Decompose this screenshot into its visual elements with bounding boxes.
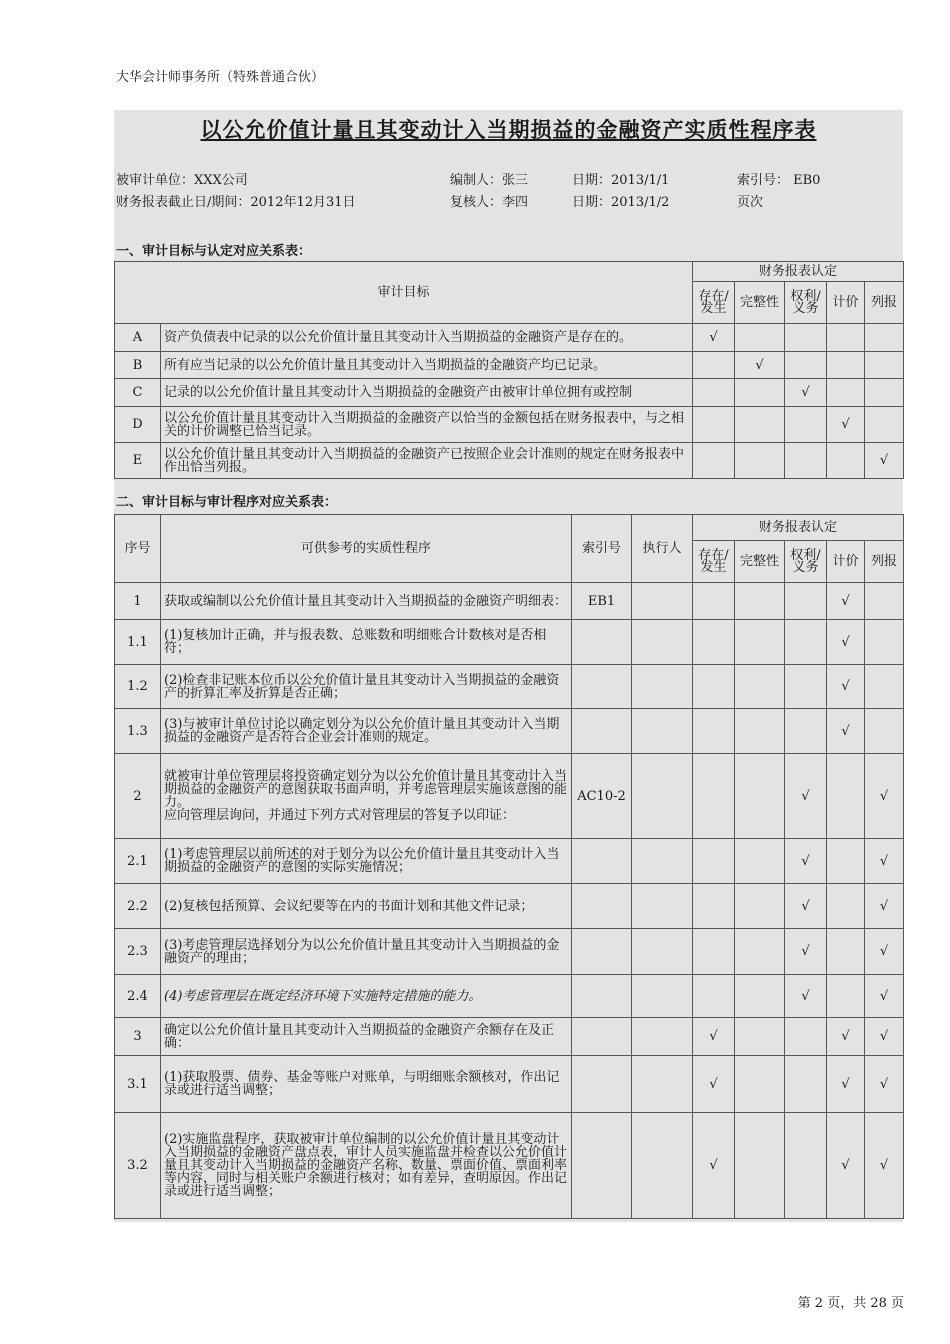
- assertion-mark: √: [827, 583, 865, 620]
- assertion-mark: [827, 975, 865, 1018]
- procedure-text: (3)考虑管理层选择划分为以公允价值计量且其变动计入当期损益的金融资产的理由；: [161, 929, 572, 975]
- page-label: 页次: [737, 195, 764, 210]
- assertion-mark: [735, 324, 785, 352]
- assertion-mark: [827, 929, 865, 975]
- assertion-mark: [735, 379, 785, 407]
- procedure-executor: [632, 1018, 693, 1056]
- assertion-mark: [693, 929, 735, 975]
- assertion-mark: [785, 352, 827, 379]
- assertion-mark: [735, 929, 785, 975]
- procedure-row: [115, 665, 904, 709]
- procedure-no: 2.2: [115, 884, 161, 929]
- assertion-mark: [693, 379, 735, 407]
- procedure-index: [572, 1113, 632, 1219]
- prepare-date: 日期：2013/1/1: [572, 173, 670, 188]
- procedure-no: 2.3: [115, 929, 161, 975]
- assertion-mark: [827, 754, 865, 839]
- procedure-index: [572, 884, 632, 929]
- procedure-executor: [632, 884, 693, 929]
- procedure-text: (2)实施监盘程序，获取被审计单位编制的以公允价值计量且其变动计入当期损益的金融资产盘点表，审计人员实施监盘并检查以公允价值计量且其变动计入当期损益的金融资产名称、数量、票面价值、票面利率等内容，同时与相关账户余额进行核对；如有差异，查明原因。作出记录或进行适当调整；: [161, 1113, 572, 1219]
- assertion-mark: [693, 665, 735, 709]
- assertion-mark: [693, 620, 735, 665]
- procedure-no: 1: [115, 583, 161, 620]
- assertion-mark: √: [785, 379, 827, 407]
- assertion-mark: [693, 839, 735, 884]
- assertion-mark: [865, 324, 904, 352]
- procedure-executor: [632, 583, 693, 620]
- procedure-executor: [632, 620, 693, 665]
- goal-text: 以公允价值计量且其变动计入当期损益的金融资产已按照企业会计准则的规定在财务报表中作出恰当列报。: [161, 443, 693, 479]
- assertion-mark: √: [693, 1113, 735, 1219]
- assertion-mark: [827, 884, 865, 929]
- goal-row: [115, 407, 904, 443]
- procedure-row: [115, 709, 904, 754]
- assertion-mark: √: [827, 665, 865, 709]
- report-period: 财务报表截止日/期间：2012年12月31日: [116, 195, 356, 210]
- goal-id: E: [115, 443, 161, 479]
- procedure-index: AC10-2: [572, 754, 632, 839]
- col-header-valuation: 计价: [827, 282, 865, 324]
- procedure-text: (4)考虑管理层在既定经济环境下实施特定措施的能力。: [161, 975, 572, 1018]
- assertion-mark: [865, 665, 904, 709]
- procedure-row: [115, 1018, 904, 1056]
- assertion-mark: √: [693, 324, 735, 352]
- procedure-text: 获取或编制以公允价值计量且其变动计入当期损益的金融资产明细表：: [161, 583, 572, 620]
- procedure-executor: [632, 839, 693, 884]
- assertion-mark: [785, 1018, 827, 1056]
- index-number: 索引号： EB0: [737, 173, 821, 188]
- objective-assertion-table: [114, 261, 904, 479]
- procedure-index: [572, 665, 632, 709]
- assertion-mark: [693, 884, 735, 929]
- assertion-mark: √: [785, 884, 827, 929]
- procedure-no: 3: [115, 1018, 161, 1056]
- assertion-mark: [693, 754, 735, 839]
- col-header-index: 索引号: [572, 515, 632, 583]
- section2-heading: 二、审计目标与审计程序对应关系表：: [116, 495, 338, 510]
- procedure-no: 1.2: [115, 665, 161, 709]
- goal-text: 资产负债表中记录的以公允价值计量且其变动计入当期损益的金融资产是存在的。: [161, 324, 693, 352]
- assertion-mark: [693, 352, 735, 379]
- col-header-completeness: 完整性: [735, 282, 785, 324]
- assertion-mark: [693, 583, 735, 620]
- assertion-mark: [785, 709, 827, 754]
- goal-id: D: [115, 407, 161, 443]
- assertion-mark: [785, 324, 827, 352]
- assertion-mark: [865, 620, 904, 665]
- assertion-mark: √: [865, 929, 904, 975]
- goal-text: 以公允价值计量且其变动计入当期损益的金融资产以恰当的金额包括在财务报表中，与之相关的计价调整已恰当记录。: [161, 407, 693, 443]
- col-header-existence: 存在/发生: [693, 282, 735, 324]
- procedure-row: [115, 839, 904, 884]
- assertion-mark: √: [827, 1056, 865, 1113]
- goal-text: 记录的以公允价值计量且其变动计入当期损益的金融资产由被审计单位拥有或控制: [161, 379, 693, 407]
- procedure-index: [572, 1056, 632, 1113]
- assertion-mark: √: [827, 620, 865, 665]
- procedure-row: [115, 884, 904, 929]
- assertion-mark: [693, 709, 735, 754]
- assertion-mark: √: [827, 1113, 865, 1219]
- assertion-mark: √: [865, 1018, 904, 1056]
- assertion-mark: [735, 1113, 785, 1219]
- assertion-mark: [693, 975, 735, 1018]
- assertion-mark: [827, 352, 865, 379]
- goal-id: A: [115, 324, 161, 352]
- procedure-no: 2: [115, 754, 161, 839]
- page-counter: 第 2 页，共 28 页: [797, 1296, 904, 1311]
- section1-heading: 一、审计目标与认定对应关系表：: [116, 244, 312, 259]
- assertion-mark: [827, 379, 865, 407]
- goal-row: [115, 352, 904, 379]
- assertion-mark: [827, 839, 865, 884]
- review-date: 日期：2013/1/2: [572, 195, 670, 210]
- procedure-executor: [632, 709, 693, 754]
- procedure-text: (1)获取股票、债券、基金等账户对账单，与明细账余额核对，作出记录或进行适当调整；: [161, 1056, 572, 1113]
- assertion-mark: √: [865, 1056, 904, 1113]
- procedure-no: 1.1: [115, 620, 161, 665]
- assertion-mark: √: [865, 1113, 904, 1219]
- assertion-mark: [785, 1113, 827, 1219]
- goal-text: 所有应当记录的以公允价值计量且其变动计入当期损益的金融资产均已记录。: [161, 352, 693, 379]
- assertion-mark: √: [785, 839, 827, 884]
- goal-row: [115, 443, 904, 479]
- assertion-mark: [785, 583, 827, 620]
- procedure-index: [572, 975, 632, 1018]
- reviewer: 复核人：李四: [450, 195, 529, 210]
- assertion-mark: [735, 709, 785, 754]
- assertion-mark: [865, 583, 904, 620]
- assertion-mark: [785, 620, 827, 665]
- goal-id: C: [115, 379, 161, 407]
- procedure-executor: [632, 665, 693, 709]
- procedure-index: [572, 929, 632, 975]
- assertion-mark: √: [785, 929, 827, 975]
- assertion-mark: √: [865, 975, 904, 1018]
- assertion-mark: √: [865, 839, 904, 884]
- assertion-mark: [865, 379, 904, 407]
- col-header-assertion-group: 财务报表认定: [693, 262, 904, 282]
- assertion-mark: [827, 443, 865, 479]
- assertion-mark: [735, 1056, 785, 1113]
- assertion-mark: √: [785, 975, 827, 1018]
- assertion-mark: [735, 1018, 785, 1056]
- procedure-executor: [632, 1056, 693, 1113]
- procedure-executor: [632, 975, 693, 1018]
- col-header-valuation: 计价: [827, 541, 865, 583]
- procedure-index: [572, 709, 632, 754]
- col-header-assertion-group: 财务报表认定: [693, 515, 904, 541]
- assertion-mark: √: [693, 1056, 735, 1113]
- procedure-index: [572, 839, 632, 884]
- assertion-mark: [735, 583, 785, 620]
- procedure-row: [115, 620, 904, 665]
- assertion-mark: [785, 665, 827, 709]
- col-header-existence: 存在/发生: [693, 541, 735, 583]
- assertion-mark: √: [827, 407, 865, 443]
- goal-row: [115, 324, 904, 352]
- assertion-mark: [693, 407, 735, 443]
- col-header-procedure: 可供参考的实质性程序: [161, 515, 572, 583]
- assertion-mark: [735, 620, 785, 665]
- procedure-no: 2.1: [115, 839, 161, 884]
- procedure-row: [115, 583, 904, 620]
- procedure-row: [115, 754, 904, 839]
- preparer: 编制人：张三: [450, 173, 529, 188]
- col-header-goal: 审计目标: [115, 262, 693, 324]
- procedure-text: (1)考虑管理层以前所述的对于划分为以公允价值计量且其变动计入当期损益的金融资产的意图的实际实施情况；: [161, 839, 572, 884]
- assertion-mark: [785, 1056, 827, 1113]
- assertion-mark: √: [865, 884, 904, 929]
- procedure-text: 确定以公允价值计量且其变动计入当期损益的金融资产余额存在及正确：: [161, 1018, 572, 1056]
- procedure-row: [115, 929, 904, 975]
- assertion-mark: √: [735, 352, 785, 379]
- procedure-no: 2.4: [115, 975, 161, 1018]
- audited-unit: 被审计单位：XXX公司: [116, 173, 248, 188]
- procedure-row: [115, 1113, 904, 1219]
- procedure-no: 1.3: [115, 709, 161, 754]
- procedure-executor: [632, 754, 693, 839]
- assertion-mark: [735, 884, 785, 929]
- assertion-mark: [735, 839, 785, 884]
- procedure-index: [572, 1018, 632, 1056]
- assertion-mark: [785, 443, 827, 479]
- procedure-text: 就被审计单位管理层将投资确定划分为以公允价值计量且其变动计入当期损益的金融资产的意图获取书面声明，并考虑管理层实施该意图的能力。 应向管理层询问，并通过下列方式对管理层的答复予以印证：: [161, 754, 572, 839]
- procedure-text: (3)与被审计单位讨论以确定划分为以公允价值计量且其变动计入当期损益的金融资产是否符合企业会计准则的规定。: [161, 709, 572, 754]
- assertion-mark: √: [693, 1018, 735, 1056]
- procedure-text: (2)检查非记账本位币以公允价值计量且其变动计入当期损益的金融资产的折算汇率及折算是否正确；: [161, 665, 572, 709]
- assertion-mark: [827, 324, 865, 352]
- assertion-mark: [865, 407, 904, 443]
- col-header-rights: 权利/义务: [785, 541, 827, 583]
- col-header-completeness: 完整性: [735, 541, 785, 583]
- assertion-mark: [785, 407, 827, 443]
- assertion-mark: √: [827, 1018, 865, 1056]
- assertion-mark: [693, 443, 735, 479]
- procedure-row: [115, 975, 904, 1018]
- assertion-mark: [865, 352, 904, 379]
- procedure-row: [115, 1056, 904, 1113]
- assertion-mark: [735, 443, 785, 479]
- assertion-mark: [735, 754, 785, 839]
- assertion-mark: [735, 665, 785, 709]
- col-header-presentation: 列报: [865, 541, 904, 583]
- assertion-mark: √: [827, 709, 865, 754]
- col-header-rights: 权利/义务: [785, 282, 827, 324]
- firm-name: 大华会计师事务所（特殊普通合伙）: [116, 70, 325, 85]
- procedure-no: 3.1: [115, 1056, 161, 1113]
- assertion-mark: [865, 709, 904, 754]
- assertion-mark: √: [865, 754, 904, 839]
- procedure-index: [572, 620, 632, 665]
- assertion-mark: [735, 407, 785, 443]
- col-header-presentation: 列报: [865, 282, 904, 324]
- procedure-text: (2)复核包括预算、会议纪要等在内的书面计划和其他文件记录；: [161, 884, 572, 929]
- col-header-no: 序号: [115, 515, 161, 583]
- procedure-index: EB1: [572, 583, 632, 620]
- procedure-executor: [632, 1113, 693, 1219]
- goal-row: [115, 379, 904, 407]
- procedure-assertion-table: [114, 514, 904, 1219]
- col-header-executor: 执行人: [632, 515, 693, 583]
- procedure-no: 3.2: [115, 1113, 161, 1219]
- assertion-mark: √: [785, 754, 827, 839]
- procedure-text: (1)复核加计正确，并与报表数、总账数和明细账合计数核对是否相符；: [161, 620, 572, 665]
- page-title: 以公允价值计量且其变动计入当期损益的金融资产实质性程序表: [200, 117, 817, 142]
- goal-id: B: [115, 352, 161, 379]
- assertion-mark: √: [865, 443, 904, 479]
- procedure-executor: [632, 929, 693, 975]
- assertion-mark: [735, 975, 785, 1018]
